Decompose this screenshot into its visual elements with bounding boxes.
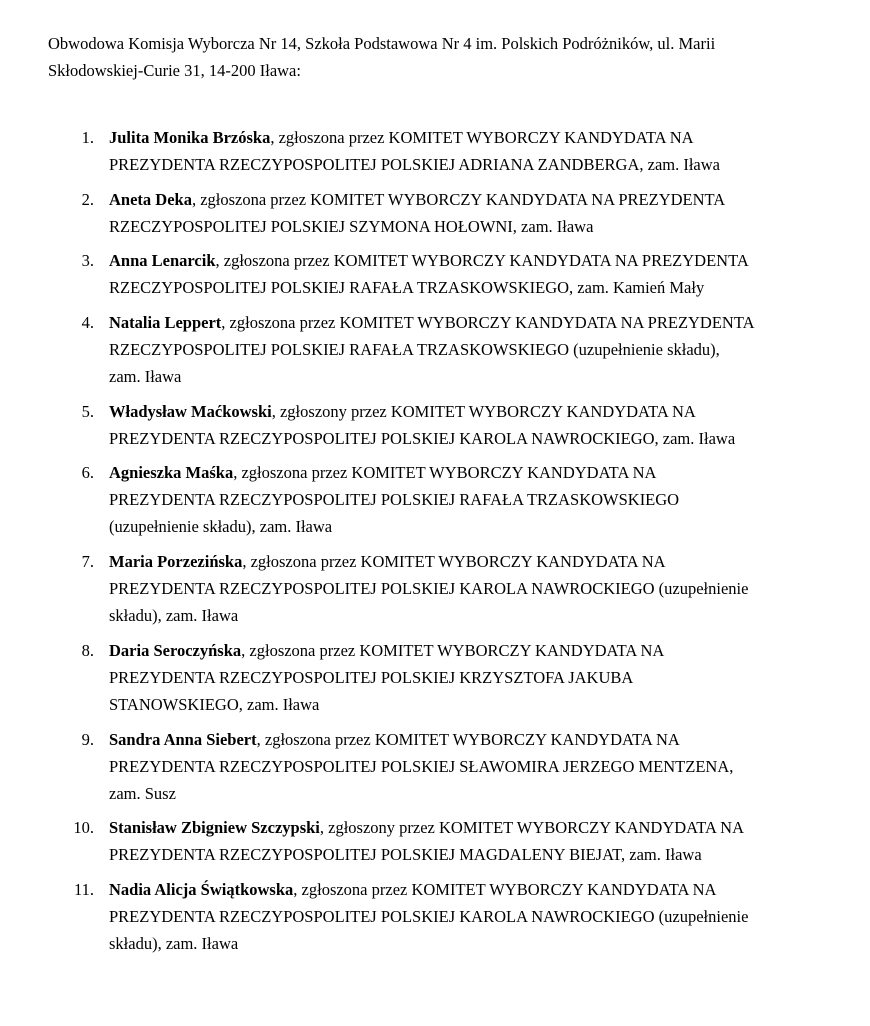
nomination-text: , zgłoszony przez KOMITET WYBORCZY KANDYDATA NA bbox=[271, 401, 696, 421]
item-line-2: PREZYDENTA RZECZYPOSPOLITEJ POLSKIEJ KRZYSZTOFA JAKUBA bbox=[109, 667, 634, 687]
members-list bbox=[0, 124, 870, 965]
nomination-text: , zgłoszona przez KOMITET WYBORCZY KANDYDATA NA PREZYDENTA bbox=[191, 189, 726, 209]
item-line-3: STANOWSKIEGO, zam. Iława bbox=[109, 694, 320, 714]
member-name: Nadia Alicja Świątkowska bbox=[109, 879, 294, 899]
item-line-3: zam. Susz bbox=[109, 783, 176, 803]
item-line-2: PREZYDENTA RZECZYPOSPOLITEJ POLSKIEJ KAROLA NAWROCKIEGO, zam. Iława bbox=[109, 428, 736, 448]
item-line-2: RZECZYPOSPOLITEJ POLSKIEJ RAFAŁA TRZASKOWSKIEGO (uzupełnienie składu), bbox=[109, 340, 720, 360]
item-line-3: składu), zam. Iława bbox=[109, 606, 239, 626]
list-item bbox=[0, 814, 870, 868]
item-number: 8. bbox=[81, 640, 94, 660]
item-line-2: RZECZYPOSPOLITEJ POLSKIEJ SZYMONA HOŁOWNI, zam. Iława bbox=[109, 216, 594, 236]
item-line-3: składu), zam. Iława bbox=[109, 933, 239, 953]
nomination-text: , zgłoszony przez KOMITET WYBORCZY KANDYDATA NA bbox=[319, 818, 744, 838]
item-number: 6. bbox=[81, 463, 94, 483]
list-item bbox=[0, 548, 870, 629]
member-name: Agnieszka Maśka bbox=[109, 463, 234, 483]
item-number: 11. bbox=[73, 879, 94, 899]
commission-header bbox=[48, 30, 828, 84]
item-line-1 bbox=[109, 459, 870, 486]
nomination-text: , zgłoszona przez KOMITET WYBORCZY KANDYDATA NA bbox=[256, 729, 680, 749]
item-line-1 bbox=[109, 637, 870, 664]
list-item bbox=[0, 637, 870, 718]
item-number: 9. bbox=[81, 729, 94, 749]
list-item bbox=[0, 124, 870, 178]
member-name: Maria Porzezińska bbox=[109, 552, 243, 572]
member-name: Aneta Deka bbox=[109, 189, 192, 209]
nomination-text: , zgłoszona przez KOMITET WYBORCZY KANDYDATA NA PREZYDENTA bbox=[215, 251, 749, 271]
list-item bbox=[0, 309, 870, 390]
item-line-1 bbox=[109, 309, 870, 336]
item-number: 3. bbox=[81, 251, 94, 271]
member-name: Julita Monika Brzóska bbox=[109, 128, 271, 147]
list-item bbox=[0, 247, 870, 301]
item-line-2: PREZYDENTA RZECZYPOSPOLITEJ POLSKIEJ ADRIANA ZANDBERGA, zam. Iława bbox=[109, 155, 720, 174]
item-line-2: PREZYDENTA RZECZYPOSPOLITEJ POLSKIEJ MAGDALENY BIEJAT, zam. Iława bbox=[109, 845, 702, 865]
item-line-2: PREZYDENTA RZECZYPOSPOLITEJ POLSKIEJ KAROLA NAWROCKIEGO (uzupełnienie bbox=[109, 906, 749, 926]
item-line-1 bbox=[109, 398, 870, 425]
item-line-2: PREZYDENTA RZECZYPOSPOLITEJ POLSKIEJ KAROLA NAWROCKIEGO (uzupełnienie bbox=[109, 579, 749, 599]
list-item bbox=[0, 459, 870, 540]
item-number: 5. bbox=[81, 401, 94, 421]
item-line-2: RZECZYPOSPOLITEJ POLSKIEJ RAFAŁA TRZASKOWSKIEGO, zam. Kamień Mały bbox=[109, 278, 705, 298]
item-line-1 bbox=[109, 814, 870, 841]
nomination-text: , zgłoszona przez KOMITET WYBORCZY KANDYDATA NA bbox=[293, 879, 717, 899]
header-line-1: Obwodowa Komisja Wyborcza Nr 14, Szkoła Podstawowa Nr 4 im. Polskich Podróżników, ul. Marii bbox=[48, 34, 716, 53]
item-line-2: PREZYDENTA RZECZYPOSPOLITEJ POLSKIEJ RAFAŁA TRZASKOWSKIEGO bbox=[109, 490, 680, 510]
item-number: 1. bbox=[81, 128, 94, 147]
member-name: Sandra Anna Siebert bbox=[109, 729, 257, 749]
member-name: Anna Lenarcik bbox=[109, 251, 216, 271]
item-line-1 bbox=[109, 726, 870, 753]
item-line-1 bbox=[109, 124, 870, 151]
item-line-3: zam. Iława bbox=[109, 367, 182, 387]
item-line-1 bbox=[109, 247, 870, 274]
item-number: 7. bbox=[81, 552, 94, 572]
item-number: 10. bbox=[73, 818, 94, 838]
list-item bbox=[0, 726, 870, 807]
item-number: 2. bbox=[81, 189, 94, 209]
list-item bbox=[0, 398, 870, 452]
item-number: 4. bbox=[81, 313, 94, 333]
item-line-3: (uzupełnienie składu), zam. Iława bbox=[109, 517, 333, 537]
nomination-text: , zgłoszona przez KOMITET WYBORCZY KANDYDATA NA PREZYDENTA bbox=[221, 313, 755, 333]
member-name: Natalia Leppert bbox=[109, 313, 222, 333]
member-name: Daria Seroczyńska bbox=[109, 640, 242, 660]
nomination-text: , zgłoszona przez KOMITET WYBORCZY KANDYDATA NA bbox=[270, 128, 694, 147]
item-line-1 bbox=[109, 876, 870, 903]
item-line-2: PREZYDENTA RZECZYPOSPOLITEJ POLSKIEJ SŁAWOMIRA JERZEGO MENTZENA, bbox=[109, 756, 734, 776]
header-line-2: Skłodowskiej-Curie 31, 14-200 Iława: bbox=[48, 61, 301, 80]
member-name: Stanisław Zbigniew Szczypski bbox=[109, 818, 320, 838]
item-line-1 bbox=[109, 186, 870, 213]
nomination-text: , zgłoszona przez KOMITET WYBORCZY KANDYDATA NA bbox=[241, 640, 665, 660]
member-name: Władysław Maćkowski bbox=[109, 401, 272, 421]
nomination-text: , zgłoszona przez KOMITET WYBORCZY KANDYDATA NA bbox=[233, 463, 657, 483]
nomination-text: , zgłoszona przez KOMITET WYBORCZY KANDYDATA NA bbox=[242, 552, 666, 572]
item-line-1 bbox=[109, 548, 870, 575]
list-item bbox=[0, 876, 870, 957]
list-item bbox=[0, 186, 870, 240]
